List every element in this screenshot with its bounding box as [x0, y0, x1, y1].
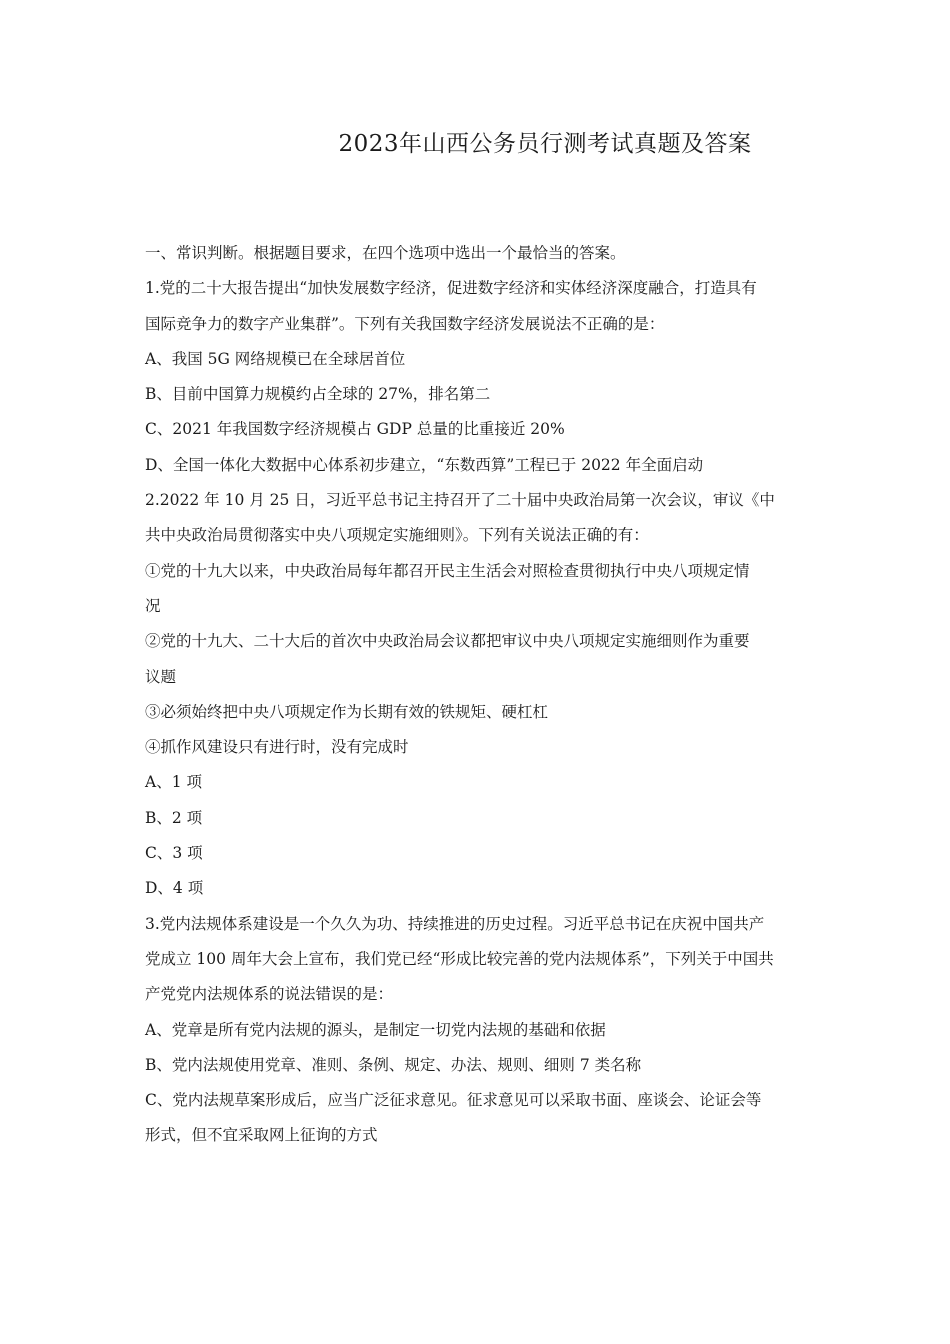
question-2-option-a: A、1 项	[145, 773, 202, 792]
question-2-option-b: B、2 项	[145, 808, 203, 827]
question-3-option-a: A、党章是所有党内法规的源头，是制定一切党内法规的基础和依据	[145, 1020, 606, 1039]
question-2-statement-1: 况	[145, 596, 161, 615]
question-1-stem: 国际竞争力的数字产业集群”。下列有关我国数字经济发展说法不正确的是：	[145, 314, 665, 333]
question-1-option-c: C、2021 年我国数字经济规模占 GDP 总量的比重接近 20%	[145, 420, 565, 439]
question-3-option-b: B、党内法规使用党章、准则、条例、规定、办法、规则、细则 7 类名称	[145, 1055, 642, 1074]
question-3-option-c: 形式，但不宜采取网上征询的方式	[145, 1126, 378, 1145]
question-3-stem: 产党党内法规体系的说法错误的是：	[145, 985, 394, 1004]
question-3-option-c: C、党内法规草案形成后，应当广泛征求意见。征求意见可以采取书面、座谈会、论证会等	[145, 1091, 762, 1110]
page-title: 2023年山西公务员行测考试真题及答案	[338, 131, 752, 157]
question-2-option-d: D、4 项	[145, 879, 204, 898]
section-heading: 一、常识判断。根据题目要求，在四个选项中选出一个最恰当的答案。	[145, 244, 626, 262]
question-3-stem: 3.党内法规体系建设是一个久久为功、持续推进的历史过程。习近平总书记在庆祝中国共产	[145, 914, 765, 933]
question-1-option-d: D、全国一体化大数据中心体系初步建立，“东数西算”工程已于 2022 年全面启动	[145, 455, 704, 474]
question-1-option-b: B、目前中国算力规模约占全球的 27%，排名第二	[145, 385, 491, 404]
question-2-statement-3: ③必须始终把中央八项规定作为长期有效的铁规矩、硬杠杠	[145, 702, 549, 721]
question-1-stem: 1.党的二十大报告提出“加快发展数字经济，促进数字经济和实体经济深度融合，打造具有	[145, 279, 757, 298]
question-2-statement-2: ②党的十九大、二十大后的首次中央政治局会议都把审议中央八项规定实施细则作为重要	[145, 632, 750, 651]
question-2-stem: 2.2022 年 10 月 25 日，习近平总书记主持召开了二十届中央政治局第一次会议，审议《中	[145, 491, 775, 510]
question-2-statement-1: ①党的十九大以来，中央政治局每年都召开民主生活会对照检查贯彻执行中央八项规定情	[145, 561, 750, 580]
question-2-stem: 共中央政治局贯彻落实中央八项规定实施细则》。下列有关说法正确的有：	[145, 526, 649, 545]
question-1-option-a: A、我国 5G 网络规模已在全球居首位	[145, 349, 406, 368]
question-2-option-c: C、3 项	[145, 844, 203, 863]
question-2-statement-4: ④抓作风建设只有进行时，没有完成时	[145, 738, 409, 757]
question-2-statement-2: 议题	[145, 667, 177, 686]
question-3-stem: 党成立 100 周年大会上宣布，我们党已经“形成比较完善的党内法规体系”，下列关于中国共	[145, 949, 774, 968]
document-body	[145, 236, 845, 1154]
